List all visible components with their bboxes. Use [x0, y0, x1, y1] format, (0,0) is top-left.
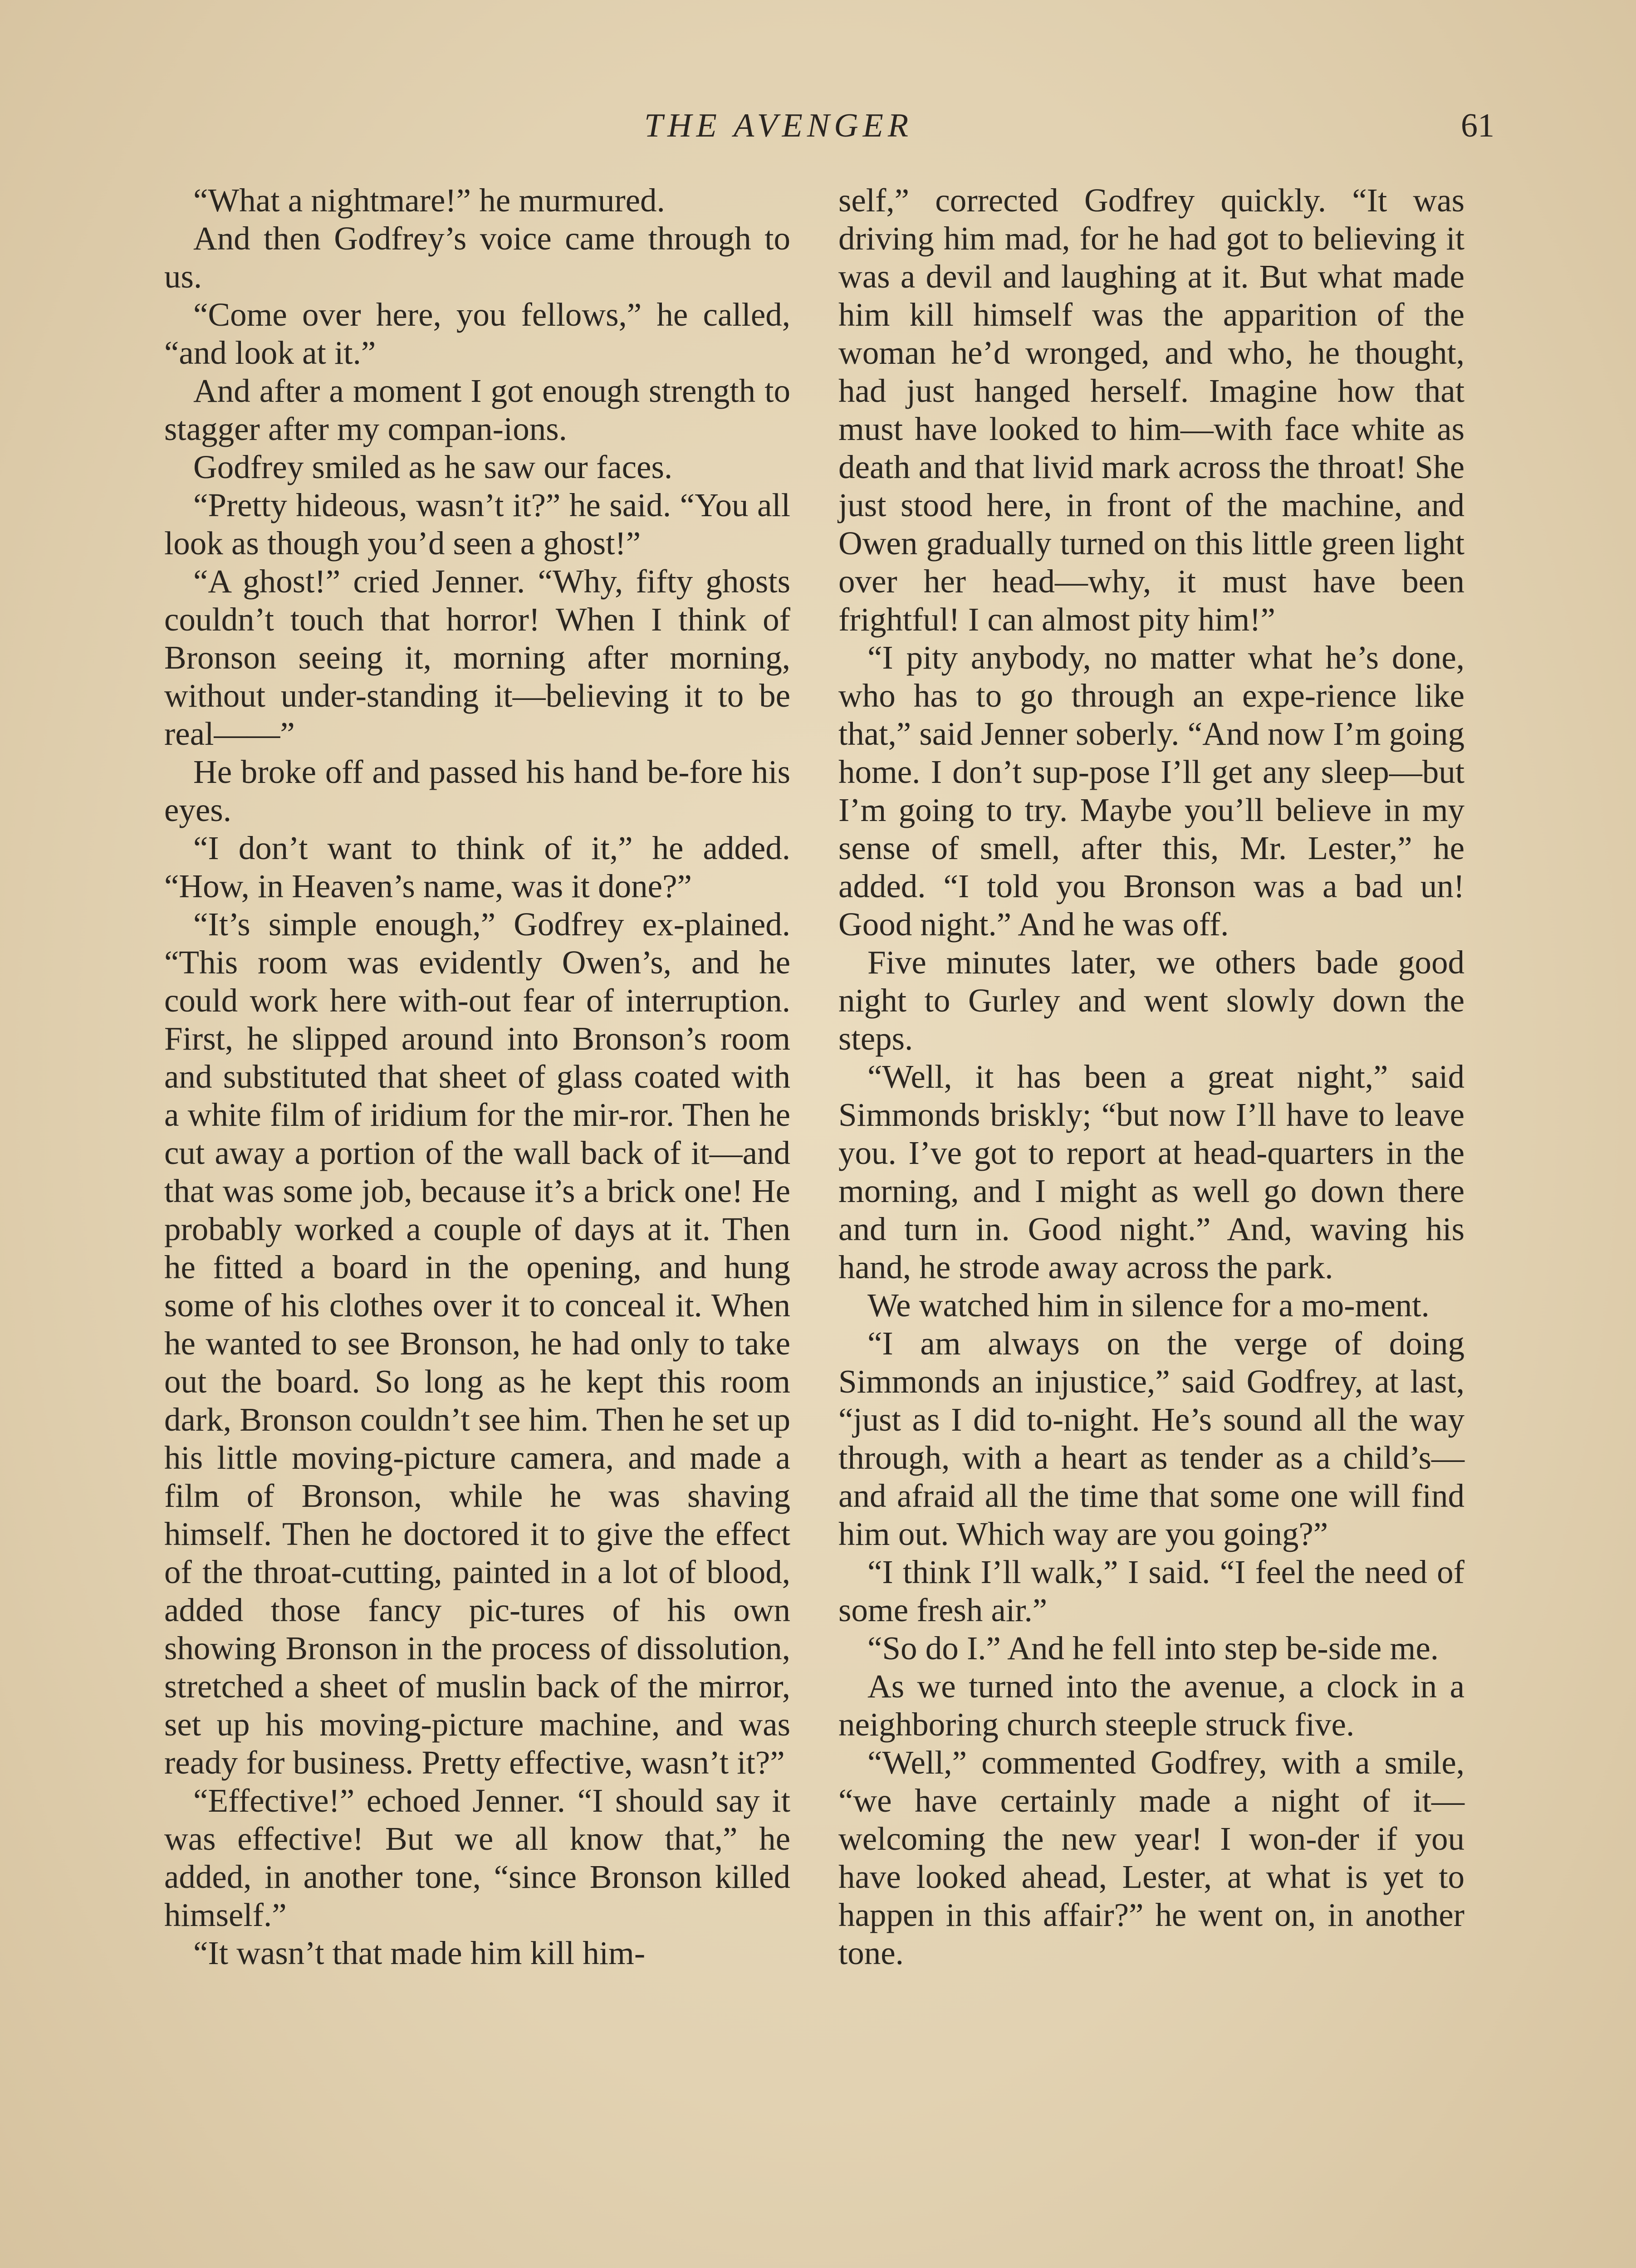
- paragraph: “It’s simple enough,” Godfrey ex-plained. “This room was evidently Owen’s, and he could work here with-out fear of interruption. First, he slipped around into Bronson’s room and substituted that sheet of glass coated with a white film of iridium for the mir-ror. Then he cut away a portion of the wall back of it—and that was some job, because it’s a brick one! He probably worked a couple of days at it. Then he fitted a board in the opening, and hung some of his clothes over it to conceal it. When he wanted to see Bronson, he had only to take out the board. So long as he kept this room dark, Bronson couldn’t see him. Then he set up his little moving-picture camera, and made a film of Bronson, while he was shaving himself. Then he doctored it to give the effect of the throat-cutting, painted in a lot of blood, added those fancy pic-tures of his own showing Bronson in the process of dissolution, stretched a sheet of muslin back of the mirror, set up his moving-picture machine, and was ready for business. Pretty effective, wasn’t it?”: [164, 906, 791, 1781]
- paragraph: And after a moment I got enough strength to stagger after my compan-ions.: [164, 372, 790, 447]
- paragraph: “I pity anybody, no matter what he’s done, who has to go through an expe-rience like that,” said Jenner soberly. “And now I’m going home. I don’t sup-pose I’ll get any sleep—but I’m going to try. Maybe you’ll believe in my sense of smell, after this, Mr. Lester,” he added. “I told you Bronson was a bad un! Good night.” And he was off.: [838, 639, 1465, 943]
- paragraph: Five minutes later, we others bade good night to Gurley and went slowly down the steps.: [838, 944, 1465, 1057]
- paragraph: He broke off and passed his hand be-fore his eyes.: [164, 753, 790, 828]
- right-text-column: [838, 181, 1465, 1972]
- paragraph: “Well, it has been a great night,” said Simmonds briskly; “but now I’ll have to leave you. I’ve got to report at head-quarters in the morning, and I might as well go down there and turn in. Good night.” And, waving his hand, he strode away across the park.: [838, 1058, 1465, 1286]
- page-number: 61: [1461, 107, 1494, 144]
- paragraph: “I think I’ll walk,” I said. “I feel the need of some fresh air.”: [838, 1554, 1465, 1628]
- paragraph: Godfrey smiled as he saw our faces.: [193, 449, 673, 485]
- paragraph: We watched him in silence for a mo-ment.: [867, 1287, 1430, 1324]
- page-header: [0, 107, 1636, 147]
- paragraph: “Effective!” echoed Jenner. “I should say it was effective! But we all know that,” he added, in another tone, “since Bronson killed himself.”: [164, 1782, 790, 1933]
- paragraph: self,” corrected Godfrey quickly. “It was driving him mad, for he had got to believing it was a devil and laughing at it. But what made him kill himself was the apparition of the woman he’d wronged, and who, he thought, had just hanged herself. Imagine how that must have looked to him—with face white as death and that livid mark across the throat! She just stood here, in front of the machine, and Owen gradually turned on this little green light over her head—why, it must have been frightful! I can almost pity him!”: [838, 182, 1465, 638]
- paragraph: “I don’t want to think of it,” he added. “How, in Heaven’s name, was it done?”: [164, 830, 790, 904]
- running-title: THE AVENGER: [644, 107, 913, 144]
- paragraph: “Pretty hideous, wasn’t it?” he said. “You all look as though you’d seen a ghost!”: [164, 487, 790, 562]
- paragraph: “So do I.” And he fell into step be-side me.: [867, 1630, 1439, 1667]
- paragraph: “Come over here, you fellows,” he called, “and look at it.”: [164, 296, 790, 371]
- paragraph: “It wasn’t that made him kill him-: [193, 1935, 646, 1971]
- left-text-column: [164, 181, 790, 1972]
- paragraph: As we turned into the avenue, a clock in a neighboring church steeple struck five.: [838, 1668, 1465, 1743]
- paragraph: And then Godfrey’s voice came through to us.: [164, 220, 790, 295]
- paragraph: “A ghost!” cried Jenner. “Why, fifty ghosts couldn’t touch that horror! When I think of Bronson seeing it, morning after morning, without under-standing it—believing it to be real——”: [164, 563, 790, 752]
- paragraph: “What a nightmare!” he murmured.: [193, 182, 665, 219]
- paragraph: “Well,” commented Godfrey, with a smile, “we have certainly made a night of it—welcoming the new year! I won-der if you have looked ahead, Lester, at what is yet to happen in this affair?” he went on, in another tone.: [838, 1744, 1465, 1971]
- paragraph: “I am always on the verge of doing Simmonds an injustice,” said Godfrey, at last, “just as I did to-night. He’s sound all the way through, with a heart as tender as a child’s—and afraid all the time that some one will find him out. Which way are you going?”: [838, 1325, 1465, 1552]
